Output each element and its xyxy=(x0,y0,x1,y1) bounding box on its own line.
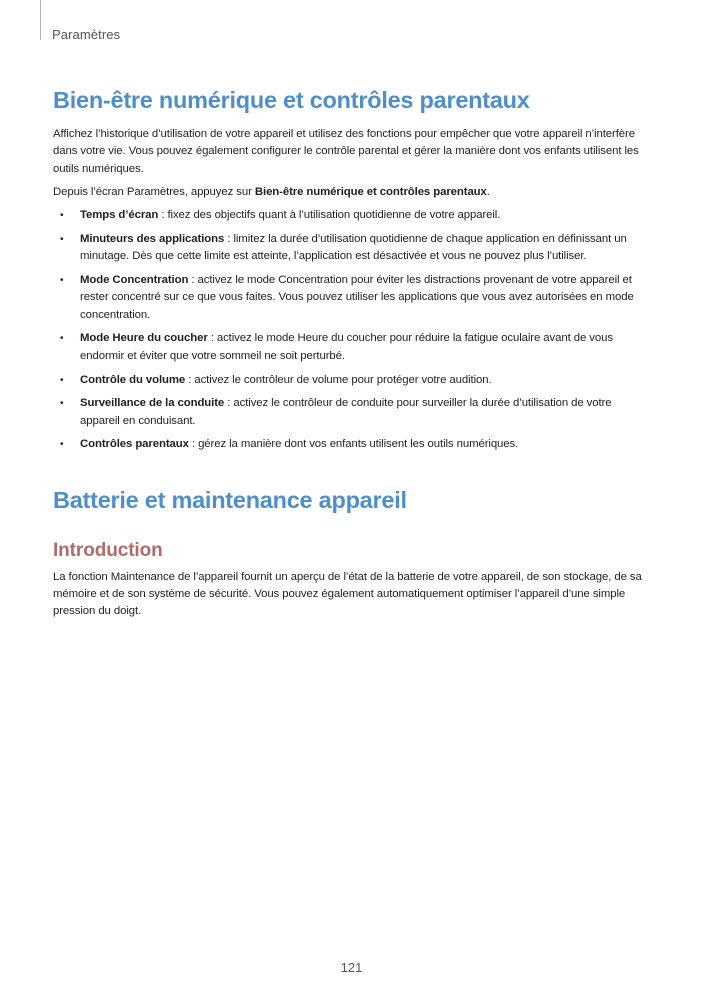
page-number: 121 xyxy=(340,960,363,975)
header-rule xyxy=(40,0,41,40)
bullet-icon: • xyxy=(60,374,64,386)
wellbeing-intro: Affichez l’historique d’utilisation de votre appareil et utilisez des fonctions pour empêcher que votre appareil n’interfère dans votre vie. Vous pouvez également configurer le contrôle parental et gérer la manière dont vos enfants utilisent les outils numériques. xyxy=(53,128,639,175)
item-description: : activez le contrôleur de conduite pour surveiller la durée d’utilisation de votre appareil en conduisant. xyxy=(80,397,612,427)
bullet-icon: • xyxy=(60,210,64,222)
item-term: Mode Heure du coucher xyxy=(80,332,208,345)
bullet-icon: • xyxy=(60,233,64,245)
item-description: : activez le mode Heure du coucher pour réduire la fatigue oculaire avant de vous endormir et éviter que votre sommeil ne soit perturbé. xyxy=(80,332,613,362)
item-term: Temps d’écran xyxy=(80,209,159,222)
battery-heading: Batterie et maintenance appareil xyxy=(53,486,407,513)
bullet-icon: • xyxy=(60,333,64,345)
list-item-parental-controls xyxy=(53,436,649,453)
bullet-icon: • xyxy=(60,275,64,287)
item-description: : activez le mode Concentration pour éviter les distractions provenant de votre appareil et rester concentré sur ce que vous faites. Vous pouvez utiliser les applications que vous avez autorisées en mode concentration. xyxy=(80,274,634,321)
wellbeing-heading: Bien-être numérique et contrôles parentaux xyxy=(53,87,530,113)
wellbeing-path xyxy=(53,184,649,201)
item-description: : activez le contrôleur de volume pour protéger votre audition. xyxy=(185,373,492,386)
page-content xyxy=(53,84,649,627)
item-description: : limitez la durée d’utilisation quotidienne de chaque application en définissant un minutage. Dès que cette limite est atteinte, l’application est désactivée et vous ne pouvez plus l’utiliser. xyxy=(80,232,627,263)
list-item-screen-time xyxy=(53,207,649,224)
list-item-bedtime-mode xyxy=(53,330,649,365)
list-item-driving-monitor xyxy=(53,395,649,430)
item-term: Mode Concentration xyxy=(80,274,189,287)
item-description: : fixez des objectifs quant à l’utilisation quotidienne de votre appareil. xyxy=(158,209,501,222)
item-term: Contrôle du volume xyxy=(80,373,186,386)
item-description: : gérez la manière dont vos enfants utilisent les outils numériques. xyxy=(188,438,519,451)
running-header: Paramètres xyxy=(52,27,121,42)
battery-subheading: Introduction xyxy=(53,539,163,561)
item-term: Minuteurs des applications xyxy=(80,232,225,245)
path-prefix: Depuis l’écran Paramètres, appuyez sur xyxy=(53,185,255,198)
item-term: Contrôles parentaux xyxy=(80,438,189,451)
path-suffix: . xyxy=(486,185,490,198)
bullet-icon: • xyxy=(60,398,64,410)
wellbeing-feature-list xyxy=(53,207,649,454)
list-item-app-timers xyxy=(53,231,649,266)
bullet-icon: • xyxy=(60,439,64,451)
list-item-focus-mode xyxy=(53,272,649,324)
list-item-volume-control xyxy=(53,372,649,389)
battery-intro: La fonction Maintenance de l’appareil fournit un aperçu de l’état de la batterie de votre appareil, de son stockage, de sa mémoire et de son système de sécurité. Vous pouvez également automatiquement optimiser l’appareil d’une simple pression du doigt. xyxy=(53,570,642,618)
path-target: Bien-être numérique et contrôles parentaux xyxy=(254,185,487,198)
item-term: Surveillance de la conduite xyxy=(80,397,225,410)
